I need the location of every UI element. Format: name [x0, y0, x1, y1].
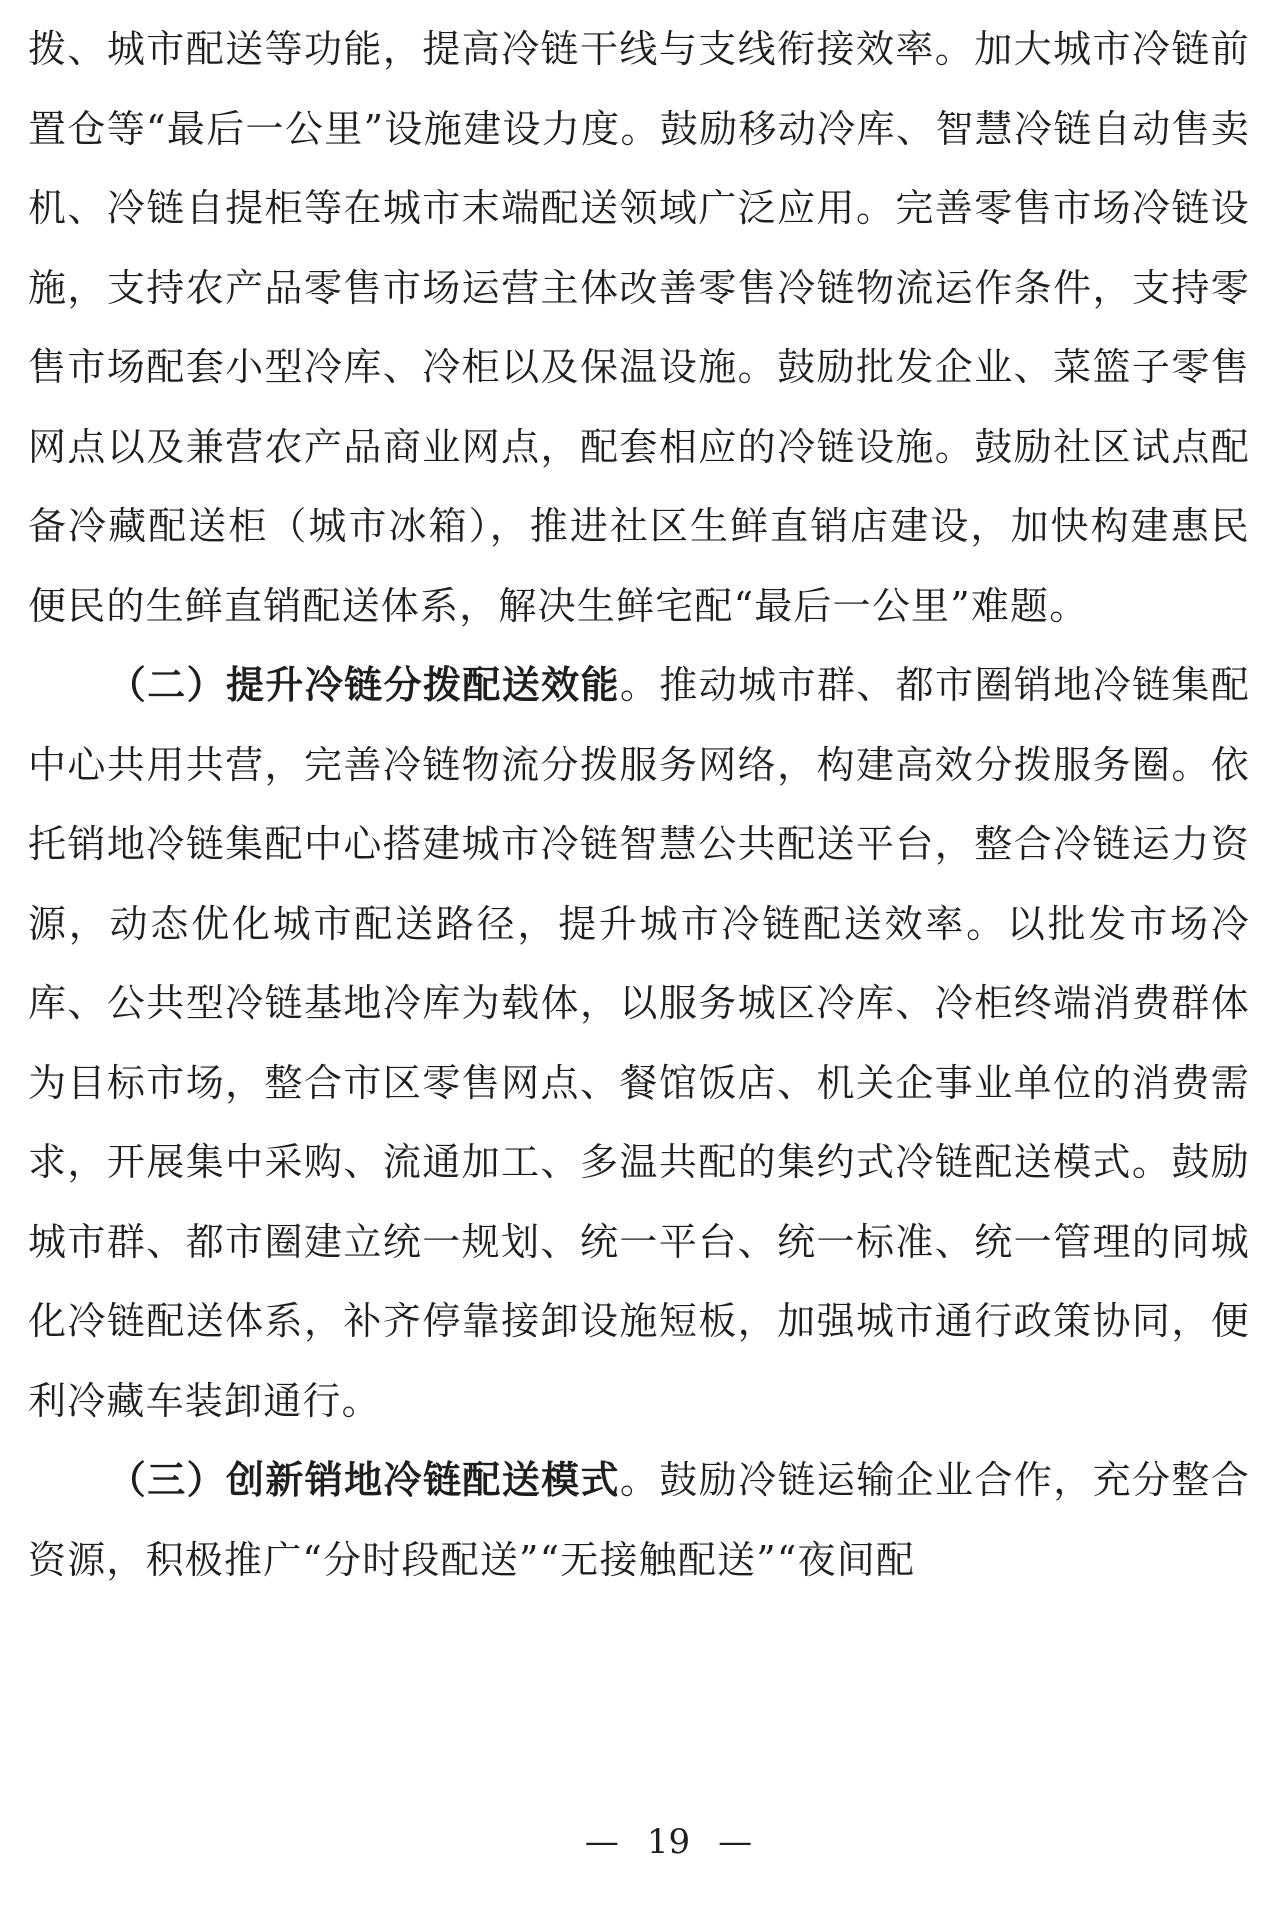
section-heading-2: （二）提升冷链分拨配送效能: [107, 663, 620, 707]
paragraph-3-text: 。鼓励冷链运输企业合作，充分整合资源，积极推广“分时段配送”“无接触配送”“夜间配: [28, 1458, 1250, 1582]
paragraph-2-text: 。推动城市群、都市圈销地冷链集配中心共用共营，完善冷链物流分拨服务网络，构建高效分拨服务圈。依托销地冷链集配中心搭建城市冷链智慧公共配送平台，整合冷链运力资源，动态优化城市配送路径，提升城市冷链配送效率。以批发市场冷库、公共型冷链基地冷库为载体，以服务城区冷库、冷柜终端消费群体为目标市场，整合市区零售网点、餐馆饭店、机关企事业单位的消费需求，开展集中采购、流通加工、多温共配的集约式冷链配送模式。鼓励城市群、都市圈建立统一规划、统一平台、统一标准、统一管理的同城化冷链配送体系，补齐停靠接卸设施短板，加强城市通行政策协同，便利冷藏车装卸通行。: [28, 663, 1250, 1423]
footer-dash-right: —: [718, 1822, 753, 1862]
paragraph-3: [28, 1441, 1250, 1600]
paragraph-1: [28, 10, 1250, 646]
paragraph-1-text: 拨、城市配送等功能，提高冷链干线与支线衔接效率。加大城市冷链前置仓等“最后一公里”设施建设力度。鼓励移动冷库、智慧冷链自动售卖机、冷链自提柜等在城市末端配送领域广泛应用。完善零售市场冷链设施，支持农产品零售市场运营主体改善零售冷链物流运作条件，支持零售市场配套小型冷库、冷柜以及保温设施。鼓励批发企业、菜篮子零售网点以及兼营农产品商业网点，配套相应的冷链设施。鼓励社区试点配备冷藏配送柜（城市冰箱），推进社区生鲜直销店建设，加快构建惠民便民的生鲜直销配送体系，解决生鲜宅配“最后一公里”难题。: [28, 27, 1250, 628]
footer-dash-left: —: [584, 1822, 619, 1862]
page-footer: [0, 1822, 1277, 1872]
page-number: 19: [646, 1822, 691, 1862]
document-body: [28, 10, 1250, 1600]
paragraph-2: [28, 646, 1250, 1441]
section-heading-3: （三）创新销地冷链配送模式: [107, 1458, 620, 1502]
